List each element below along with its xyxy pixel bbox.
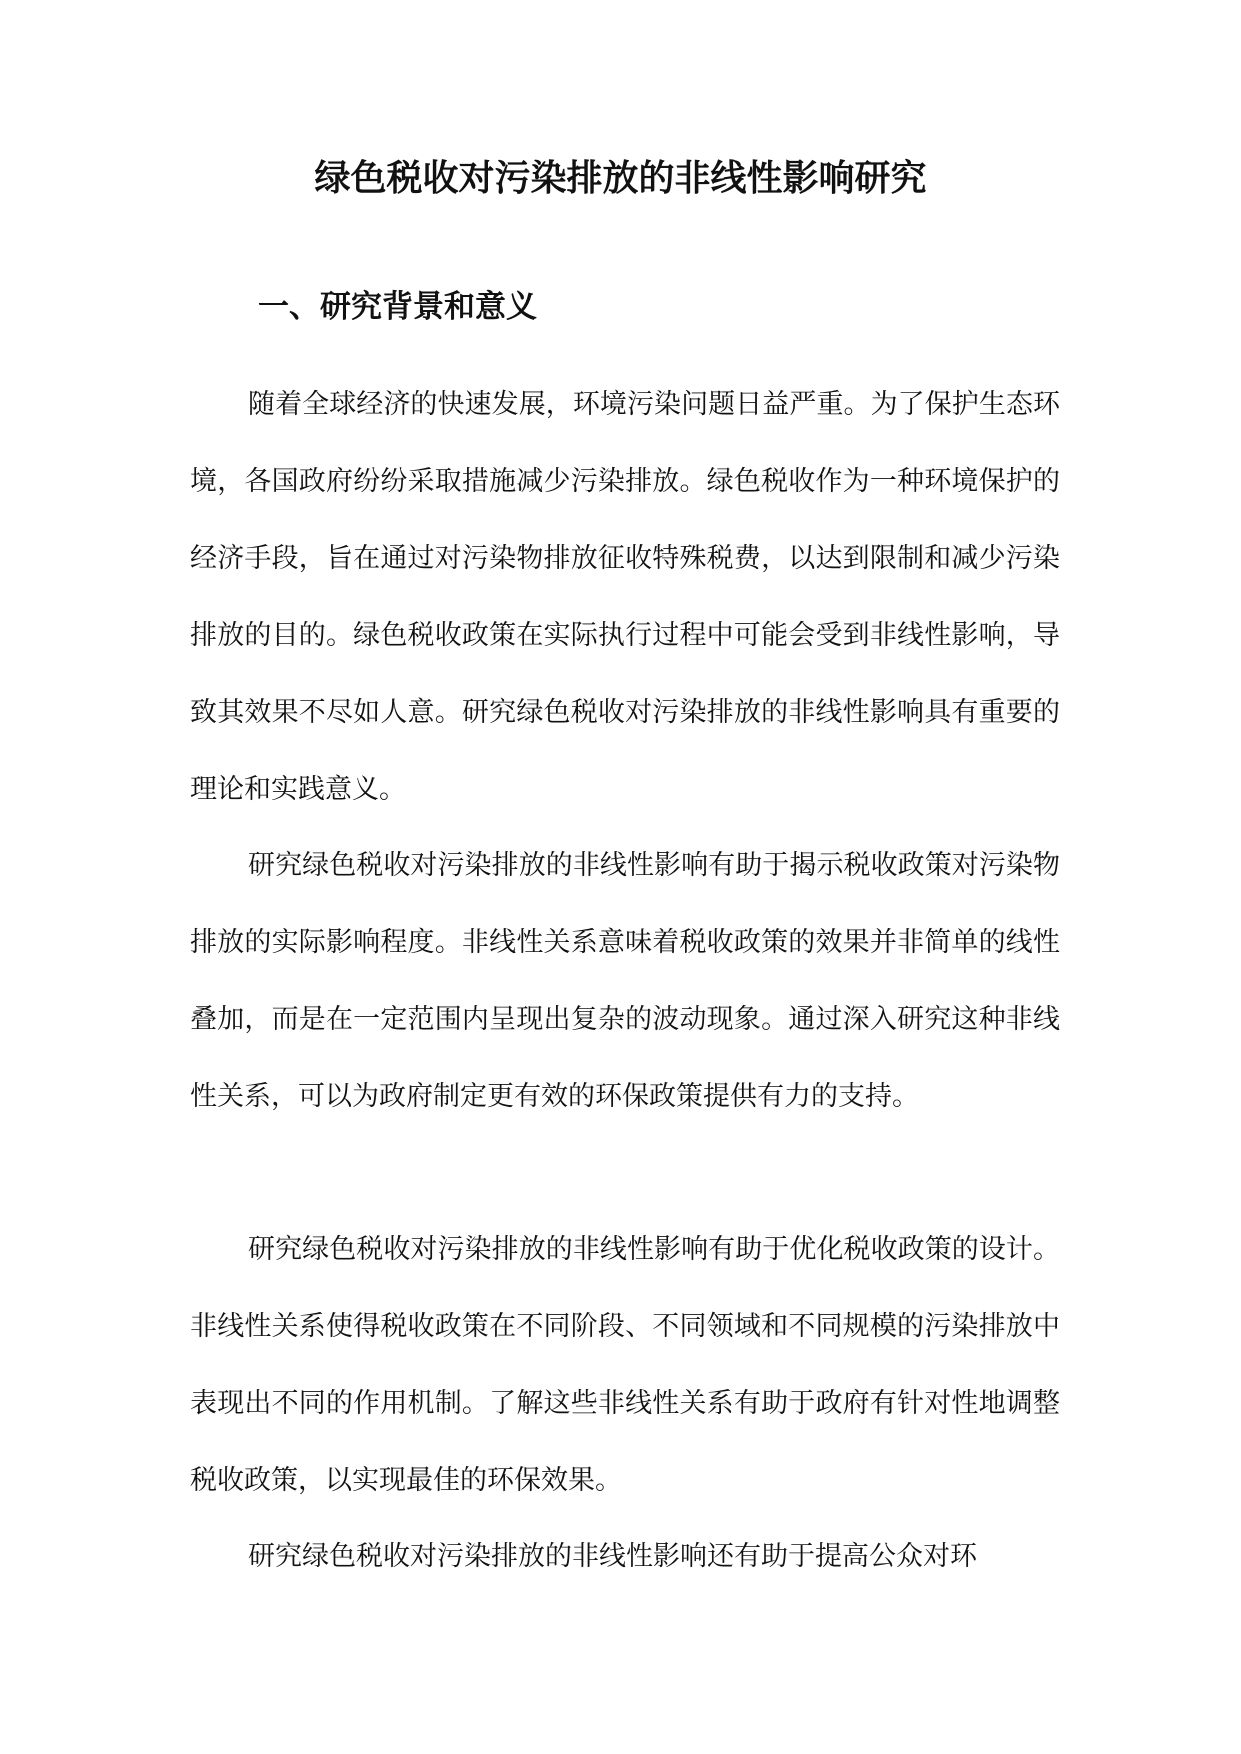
body-paragraph: 研究绿色税收对污染排放的非线性影响有助于优化税收政策的设计。非线性关系使得税收政策在不同阶段、不同领域和不同规模的污染排放中表现出不同的作用机制。了解这些非线性关系有助于政府有针对性地调整税收政策，以实现最佳的环保效果。 — [190, 1234, 1060, 1496]
section-heading: 一、研究背景和意义 — [258, 289, 537, 325]
body-paragraph: 研究绿色税收对污染排放的非线性影响有助于揭示税收政策对污染物排放的实际影响程度。非线性关系意味着税收政策的效果并非简单的线性叠加，而是在一定范围内呈现出复杂的波动现象。通过深入研究这种非线性关系，可以为政府制定更有效的环保政策提供有力的支持。 — [190, 850, 1060, 1112]
body-paragraph: 随着全球经济的快速发展，环境污染问题日益严重。为了保护生态环境，各国政府纷纷采取措施减少污染排放。绿色税收作为一种环境保护的经济手段，旨在通过对污染物排放征收特殊税费，以达到限制和减少污染排放的目的。绿色税收政策在实际执行过程中可能会受到非线性影响，导致其效果不尽如人意。研究绿色税收对污染排放的非线性影响具有重要的理论和实践意义。 — [190, 389, 1060, 805]
body-paragraph: 研究绿色税收对污染排放的非线性影响还有助于提高公众对环 — [248, 1541, 977, 1572]
document-title: 绿色税收对污染排放的非线性影响研究 — [314, 157, 927, 199]
